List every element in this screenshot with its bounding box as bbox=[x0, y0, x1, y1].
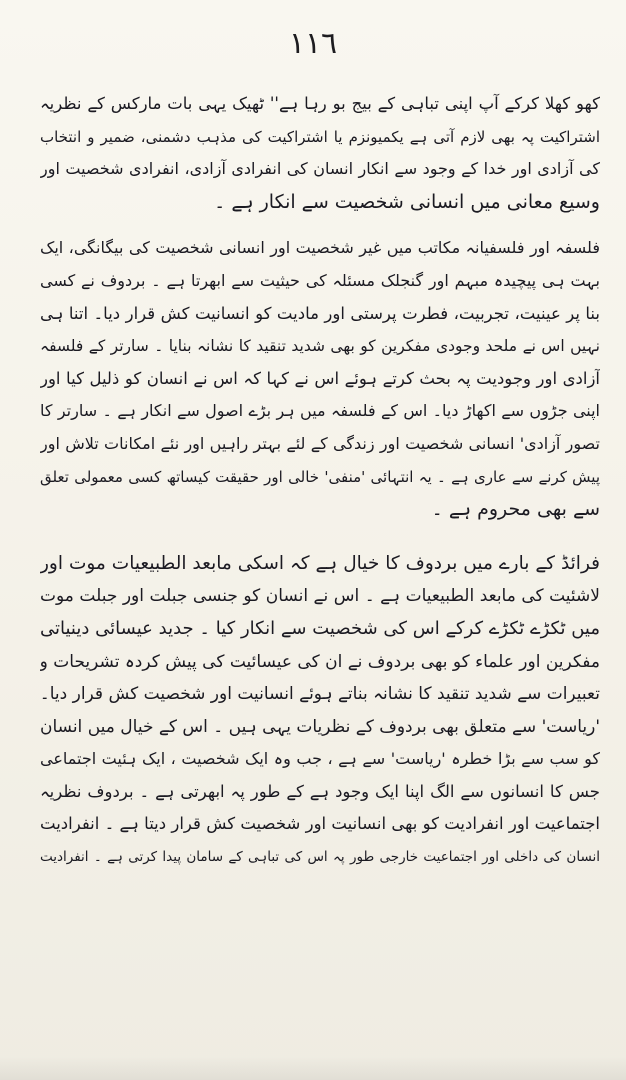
text-line: تصور آزادی' انسانی شخصیت اور زندگی کے لئے بہتر راہیں اور نئے امکانات تلاش اور bbox=[40, 433, 600, 453]
paragraph-3 bbox=[40, 548, 600, 874]
text-line: انسان کی داخلی اور اجتماعیت خارجی طور پہ اس کی تباہی کے سامان پیدا کرتی ہے ۔ انفرادیت bbox=[40, 849, 600, 866]
page-text bbox=[40, 88, 600, 874]
text-line: میں ٹکڑے ٹکڑے کرکے اس کی شخصیت سے انکار کیا ۔ جدید عیسائی دینیاتی bbox=[40, 617, 600, 639]
text-line: آزادی اور وجودیت پہ بحث کرتے ہوئے اس نے کہا کہ اس نے انسان کو ذلیل کیا اور bbox=[40, 368, 600, 388]
text-line: مفکرین اور علماء کو بھی بردوف نے ان کی عیسائیت کی پیش کردہ تشریحات و bbox=[40, 651, 600, 672]
text-line: نہیں اس نے ملحد وجودی مفکرین کو بھی شدید تنقید کا نشانہ بنایا ۔ سارتر کے فلسفہ bbox=[40, 337, 600, 356]
text-line: کی آزادی اور خدا کے وجود سے انکار انسان کی انفرادی آزادی، انفرادی شخصیت اور bbox=[40, 159, 600, 179]
text-line: پیش کرنے سے عاری ہے ۔ یہ انتہائی 'منفی' خالی اور حقیقت کیساتھ کسی معمولی تعلق bbox=[40, 467, 600, 486]
text-line: فلسفہ اور فلسفیانہ مکاتب میں غیر شخصیت اور انسانی شخصیت کی بیگانگی، ایک bbox=[40, 238, 600, 258]
text-line: بنا پر عینیت، تجربیت، فطرت پرستی اور مادیت کو انسانیت کش قرار دیا۔ اتنا ہی bbox=[40, 303, 600, 323]
text-line: سے بھی محروم ہے ۔ bbox=[431, 498, 600, 521]
page-bottom-shadow bbox=[0, 1056, 626, 1080]
page-number: ١١٦ bbox=[288, 26, 338, 61]
text-line: تعبیرات سے شدید تنقید کا نشانہ بناتے ہوئے انسانیت اور شخصیت کش قرار دیا۔ bbox=[40, 684, 600, 705]
text-line: کھو کھلا کرکے آپ اپنی تباہی کے بیج بو رہا ہے'' ٹھیک یہی بات مارکس کے نظریہ bbox=[40, 94, 600, 113]
text-line: فرائڈ کے بارے میں بردوف کا خیال ہے کہ اسکی مابعد الطبیعیات موت اور bbox=[40, 552, 600, 574]
text-line: بہت ہی پیچیدہ مبہم اور گنجلک مسئلہ کی حیثیت سے ابھرتا ہے ۔ بردوف نے کسی bbox=[40, 270, 600, 290]
text-line: اشتراکیت پہ بھی لازم آتی ہے یکمیونزم یا اشتراکیت کی مذہب دشمنی، ضمیر و انتخاب bbox=[40, 127, 600, 146]
text-line: وسیع معانی میں انسانی شخصیت سے انکار ہے ۔ bbox=[214, 190, 600, 213]
paragraph-gap bbox=[40, 218, 600, 232]
paragraph-1 bbox=[40, 88, 600, 218]
text-line: اپنی جڑوں سے اکھاڑ دیا۔ اس کے فلسفہ میں ہر بڑے اصول سے انکار ہے ۔ سارتر کا bbox=[40, 401, 600, 421]
paragraph-2 bbox=[40, 232, 600, 525]
paragraph-gap bbox=[40, 526, 600, 548]
text-line: اجتماعیت اور انفرادیت کو بھی انسانیت اور شخصیت کش قرار دیتا ہے ۔ انفرادیت bbox=[40, 814, 600, 834]
text-line: 'ریاست' سے متعلق بھی بردوف کے نظریات یہی ہیں ۔ اس کے خیال میں انسان bbox=[40, 716, 600, 737]
text-line: جس کا انسانوں سے الگ اپنا ایک وجود ہے کے طور پہ ابھرتی ہے ۔ بردوف نظریہ bbox=[40, 781, 600, 801]
text-line: کو سب سے بڑا خطرہ 'ریاست' سے ہے ، جب وہ ایک شخصیت ، ایک ہئیت اجتماعی bbox=[40, 749, 600, 769]
text-line: لاشئیت کی مابعد الطبیعیات ہے ۔ اس نے انسان کو جنسی جبلت اور جبلت موت bbox=[40, 586, 600, 607]
